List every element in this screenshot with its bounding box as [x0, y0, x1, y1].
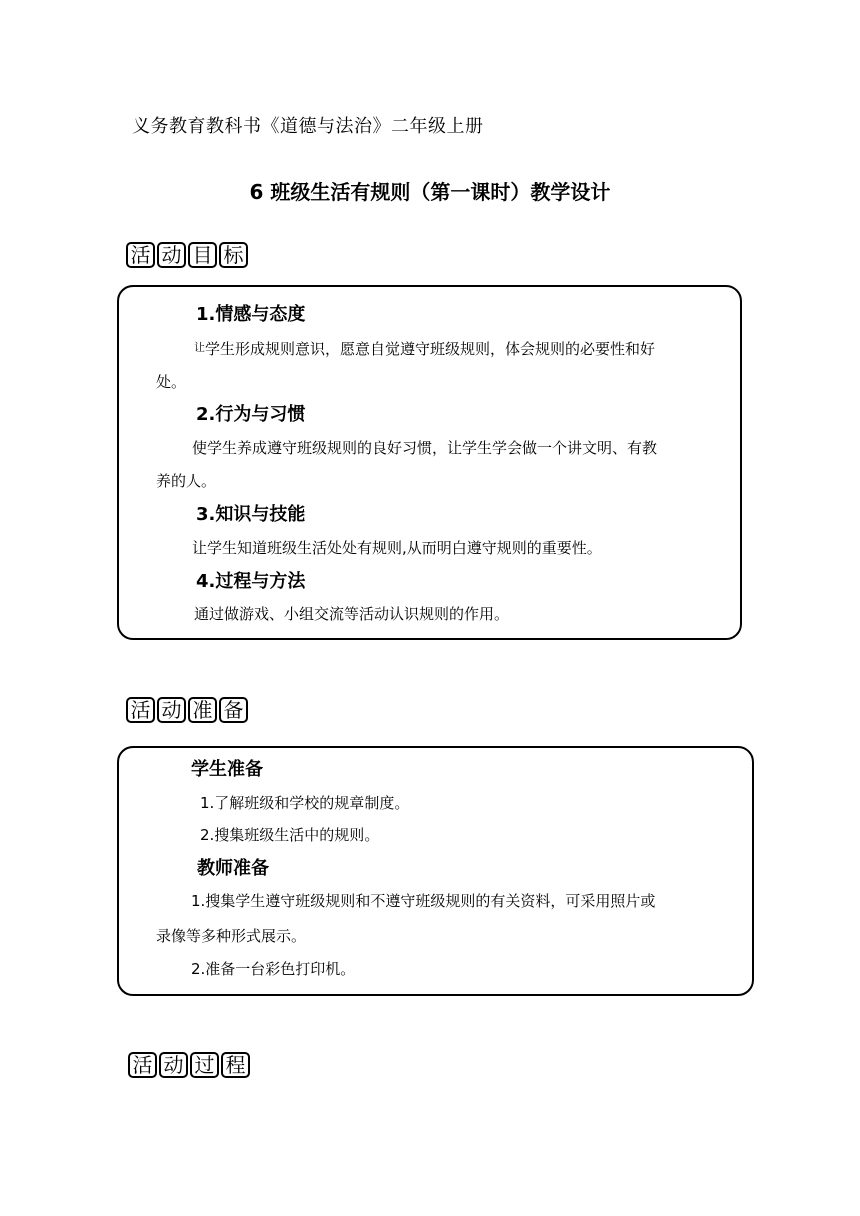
goal-1-lead-char: 让: [194, 341, 205, 354]
goal-3-text-line1: 让学生知道班级生活处处有规则,从而明白遵守规则的重要性。: [192, 539, 602, 557]
teacher-prep-item-1-line1: 1.搜集学生遵守班级规则和不遵守班级规则的有关资料，可采用照片或: [191, 892, 656, 910]
heading-char: 动: [157, 242, 186, 268]
teacher-prep-item-2: 2.准备一台彩色打印机。: [191, 960, 356, 978]
goal-1-text: 学生形成规则意识，愿意自觉遵守班级规则，体会规则的必要性和好: [205, 340, 656, 358]
section-heading-preparation: [126, 697, 248, 723]
goal-1-title: 1.情感与态度: [196, 304, 306, 325]
heading-char: 活: [126, 242, 155, 268]
goal-1-text-line1: [194, 338, 655, 359]
teacher-prep-title: 教师准备: [197, 858, 269, 879]
goal-1-text-line2: 处。: [156, 373, 187, 391]
student-prep-item-2: 2.搜集班级生活中的规则。: [200, 826, 380, 844]
goal-3-title: 3.知识与技能: [196, 504, 306, 525]
heading-char: 标: [219, 242, 248, 268]
heading-char: 活: [126, 697, 155, 723]
heading-char: 程: [221, 1052, 250, 1078]
student-prep-title: 学生准备: [191, 759, 263, 780]
section-heading-goals: [126, 242, 248, 268]
goal-4-title: 4.过程与方法: [196, 571, 306, 592]
heading-char: 目: [188, 242, 217, 268]
goal-2-title: 2.行为与习惯: [196, 404, 306, 425]
document-title: 6 班级生活有规则（第一课时）教学设计: [249, 180, 611, 204]
heading-char: 过: [190, 1052, 219, 1078]
heading-char: 备: [219, 697, 248, 723]
heading-char: 准: [188, 697, 217, 723]
heading-char: 活: [128, 1052, 157, 1078]
section-heading-process: [128, 1052, 250, 1078]
heading-char: 动: [159, 1052, 188, 1078]
book-series-line: 义务教育教科书《道德与法治》二年级上册: [132, 116, 484, 137]
goal-2-text-line1: 使学生养成遵守班级规则的良好习惯，让学生学会做一个讲文明、有教: [192, 439, 658, 457]
teacher-prep-item-1-line2: 录像等多种形式展示。: [156, 927, 307, 945]
student-prep-item-1: 1.了解班级和学校的规章制度。: [200, 794, 410, 812]
goal-4-text-line1: 通过做游戏、小组交流等活动认识规则的作用。: [194, 605, 510, 623]
heading-char: 动: [157, 697, 186, 723]
goal-2-text-line2: 养的人。: [156, 472, 217, 490]
